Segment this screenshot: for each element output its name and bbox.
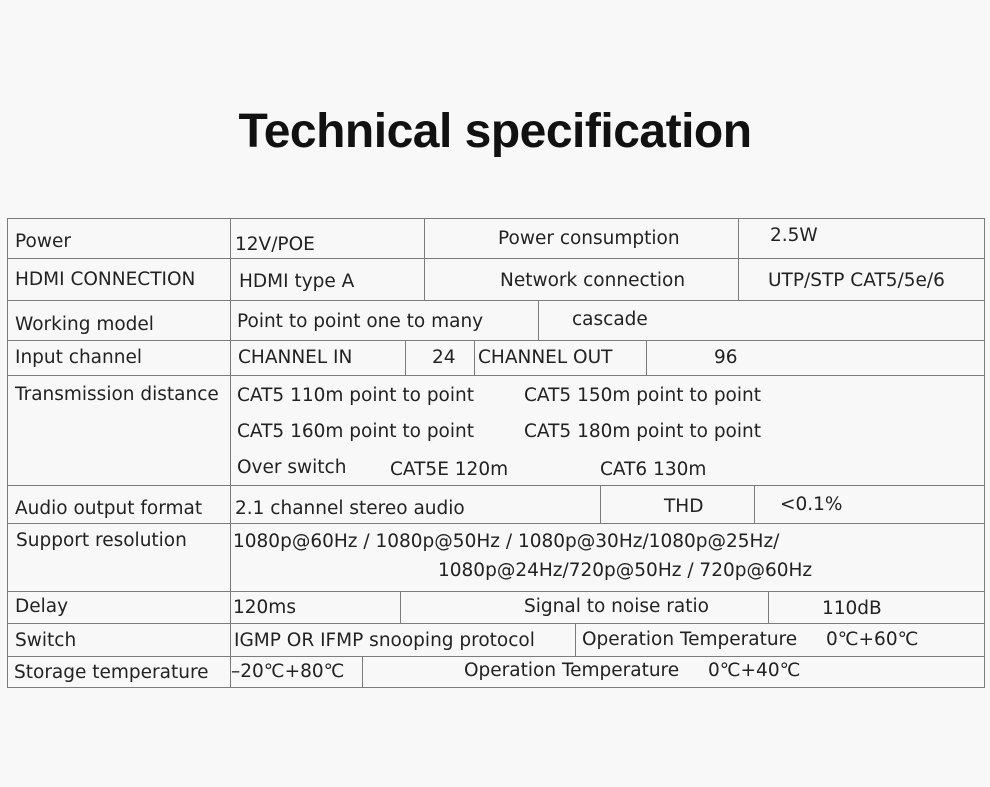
transmission-line2b: CAT5 180m point to point <box>524 421 761 442</box>
working-label: Working model <box>15 314 154 335</box>
transmission-line1a: CAT5 110m point to point <box>237 385 474 406</box>
network-label: Network connection <box>500 270 686 291</box>
row-switch <box>8 624 984 657</box>
power-consumption-label: Power consumption <box>498 228 680 249</box>
transmission-line2a: CAT5 160m point to point <box>237 421 474 442</box>
thd-value: <0.1% <box>780 494 843 515</box>
delay-value: 120ms <box>233 597 296 618</box>
power-consumption-value: 2.5W <box>770 225 818 246</box>
transmission-line3a: Over switch <box>237 457 347 478</box>
row-resolution <box>8 524 984 592</box>
transmission-line3c: CAT6 130m <box>600 459 707 480</box>
input-label: Input channel <box>15 347 142 368</box>
transmission-line1b: CAT5 150m point to point <box>524 385 761 406</box>
row-audio <box>8 486 984 524</box>
snr-label: Signal to noise ratio <box>524 596 709 617</box>
switch-value: IGMP OR IFMP snooping protocol <box>234 630 535 651</box>
operation-temp-label: Operation Temperature <box>582 629 798 650</box>
storage-label: Storage temperature <box>14 662 209 683</box>
working-value: Point to point one to many <box>237 311 484 332</box>
channel-in-label: CHANNEL IN <box>238 347 353 368</box>
row-delay <box>8 592 984 624</box>
row-working-model <box>8 301 984 341</box>
hdmi-value: HDMI type A <box>239 271 355 292</box>
row-storage <box>8 657 984 687</box>
power-label: Power <box>15 231 71 252</box>
row-transmission <box>8 376 984 486</box>
transmission-label: Transmission distance <box>15 384 219 405</box>
transmission-line3b: CAT5E 120m <box>390 459 509 480</box>
channel-out-label: CHANNEL OUT <box>478 347 613 368</box>
snr-value: 110dB <box>822 598 882 619</box>
thd-label: THD <box>664 496 704 517</box>
operation-temp2-value: 0℃+40℃ <box>708 660 801 681</box>
resolution-label: Support resolution <box>16 530 187 551</box>
page-title: Technical specification <box>238 105 752 158</box>
resolution-line2: 1080p@24Hz/720p@50Hz / 720p@60Hz <box>438 560 813 581</box>
storage-value: –20℃+80℃ <box>231 661 345 682</box>
resolution-line1: 1080p@60Hz / 1080p@50Hz / 1080p@30Hz/1080p@25Hz/ <box>233 531 780 552</box>
row-hdmi <box>8 259 984 301</box>
operation-temp-value: 0℃+60℃ <box>826 629 919 650</box>
spec-table <box>7 218 985 688</box>
channel-in-value: 24 <box>432 347 456 368</box>
row-input-channel <box>8 341 984 376</box>
delay-label: Delay <box>15 596 69 617</box>
operation-temp2-label: Operation Temperature <box>464 660 680 681</box>
cascade-value: cascade <box>572 309 648 330</box>
audio-label: Audio output format <box>15 498 203 519</box>
row-power <box>8 219 984 259</box>
hdmi-label: HDMI CONNECTION <box>15 269 196 290</box>
audio-value: 2.1 channel stereo audio <box>235 498 465 519</box>
power-value: 12V/POE <box>235 234 315 255</box>
channel-out-value: 96 <box>714 347 738 368</box>
switch-label: Switch <box>15 630 77 651</box>
network-value: UTP/STP CAT5/5e/6 <box>768 270 945 291</box>
